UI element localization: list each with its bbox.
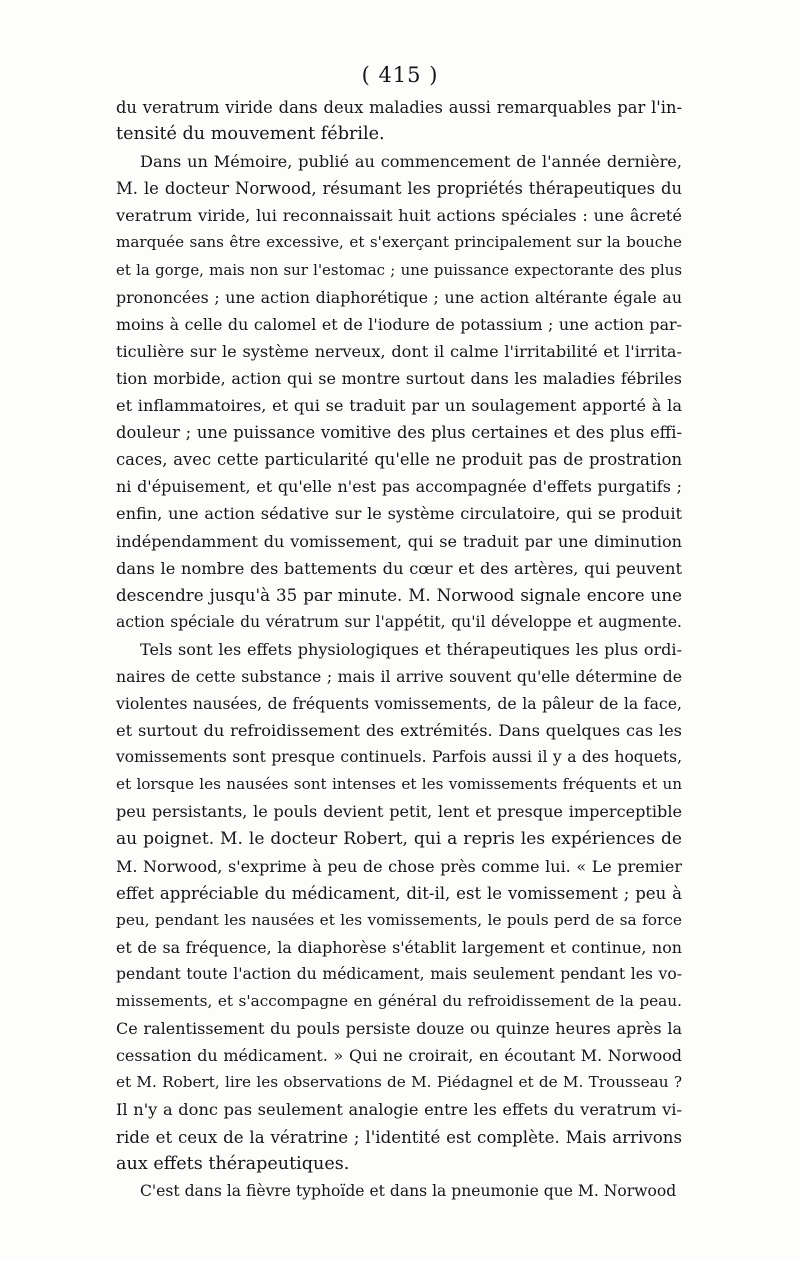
text-line: marquée sans être excessive, et s'exerçant principalement sur la bouche	[116, 233, 682, 252]
text-line: douleur ; une puissance vomitive des plus certaines et des plus effi-	[116, 423, 682, 443]
text-line: et surtout du refroidissement des extrémités. Dans quelques cas les	[116, 721, 682, 741]
text-line: M. Norwood, s'exprime à peu de chose près comme lui. « Le premier	[116, 856, 682, 876]
text-line: au poignet. M. le docteur Robert, qui a repris les expériences de	[116, 828, 682, 849]
text-line: peu persistants, le pouls devient petit, lent et presque imperceptible	[116, 802, 682, 822]
text-line: effet appréciable du médicament, dit-il, est le vomissement ; peu à	[116, 883, 682, 903]
page-number: ( 415 )	[361, 63, 439, 87]
text-line: et M. Robert, lire les observations de M. Piédagnel et de M. Trousseau ?	[116, 1073, 682, 1092]
text-line: du veratrum viride dans deux maladies aussi remarquables par l'in-	[116, 98, 682, 117]
text-line: et inflammatoires, et qui se traduit par un soulagement apporté à la	[116, 396, 682, 416]
text-line: Ce ralentissement du pouls persiste douze ou quinze heures après la	[116, 1019, 682, 1039]
text-line: caces, avec cette particularité qu'elle ne produit pas de prostration	[116, 450, 682, 470]
text-line: descendre jusqu'à 35 par minute. M. Norwood signale encore une	[116, 584, 682, 605]
text-line: vomissements sont presque continuels. Parfois aussi il y a des hoquets,	[116, 748, 682, 767]
text-line: action spéciale du vératrum sur l'appétit, qu'il développe et augmente.	[116, 612, 682, 631]
text-line: ni d'épuisement, et qu'elle n'est pas accompagnée d'effets purgatifs ;	[116, 477, 682, 497]
text-line: veratrum viride, lui reconnaissait huit actions spéciales : une âcreté	[116, 206, 682, 226]
body-text	[116, 94, 682, 1205]
text-line: cessation du médicament. » Qui ne croirait, en écoutant M. Norwood	[116, 1046, 682, 1066]
text-line: violentes nausées, de fréquents vomissements, de la pâleur de la face,	[116, 694, 682, 714]
text-line: Il n'y a donc pas seulement analogie entre les effets du veratrum vi-	[116, 1100, 682, 1120]
text-line: ticulière sur le système nerveux, dont il calme l'irritabilité et l'irrita-	[116, 341, 682, 361]
text-line: prononcées ; une action diaphorétique ; une action altérante égale au	[116, 287, 682, 307]
text-line: et lorsque les nausées sont intenses et les vomissements fréquents et un	[116, 775, 682, 794]
text-line: missements, et s'accompagne en général du refroidissement de la peau.	[116, 992, 682, 1011]
text-line: M. le docteur Norwood, résumant les propriétés thérapeutiques du	[116, 179, 682, 199]
text-line: Dans un Mémoire, publié au commencement de l'année dernière,	[140, 152, 682, 172]
text-line: aux effets thérapeutiques.	[116, 1153, 350, 1174]
text-line: dans le nombre des battements du cœur et des artères, qui peuvent	[116, 558, 682, 578]
text-line: ride et ceux de la vératrine ; l'identité est complète. Mais arrivons	[116, 1127, 682, 1147]
text-line: enfin, une action sédative sur le système circulatoire, qui se produit	[116, 504, 682, 524]
text-line: moins à celle du calomel et de l'iodure de potassium ; une action par-	[116, 314, 682, 334]
text-line: et de sa fréquence, la diaphorèse s'établit largement et continue, non	[116, 937, 682, 957]
text-line: C'est dans la fièvre typhoïde et dans la pneumonie que M. Norwood	[140, 1181, 677, 1200]
text-line: naires de cette substance ; mais il arrive souvent qu'elle détermine de	[116, 666, 682, 686]
text-line: pendant toute l'action du médicament, mais seulement pendant les vo-	[116, 965, 682, 983]
text-line: tion morbide, action qui se montre surtout dans les maladies fébriles	[116, 368, 682, 388]
text-line: peu, pendant les nausées et les vomissements, le pouls perd de sa force	[116, 910, 682, 929]
text-line: tensité du mouvement fébrile.	[116, 124, 385, 145]
text-line: Tels sont les effets physiologiques et thérapeutiques les plus ordi-	[140, 639, 682, 659]
text-line: et la gorge, mais non sur l'estomac ; une puissance expectorante des plus	[116, 260, 682, 279]
text-line: indépendamment du vomissement, qui se traduit par une diminution	[116, 531, 682, 551]
